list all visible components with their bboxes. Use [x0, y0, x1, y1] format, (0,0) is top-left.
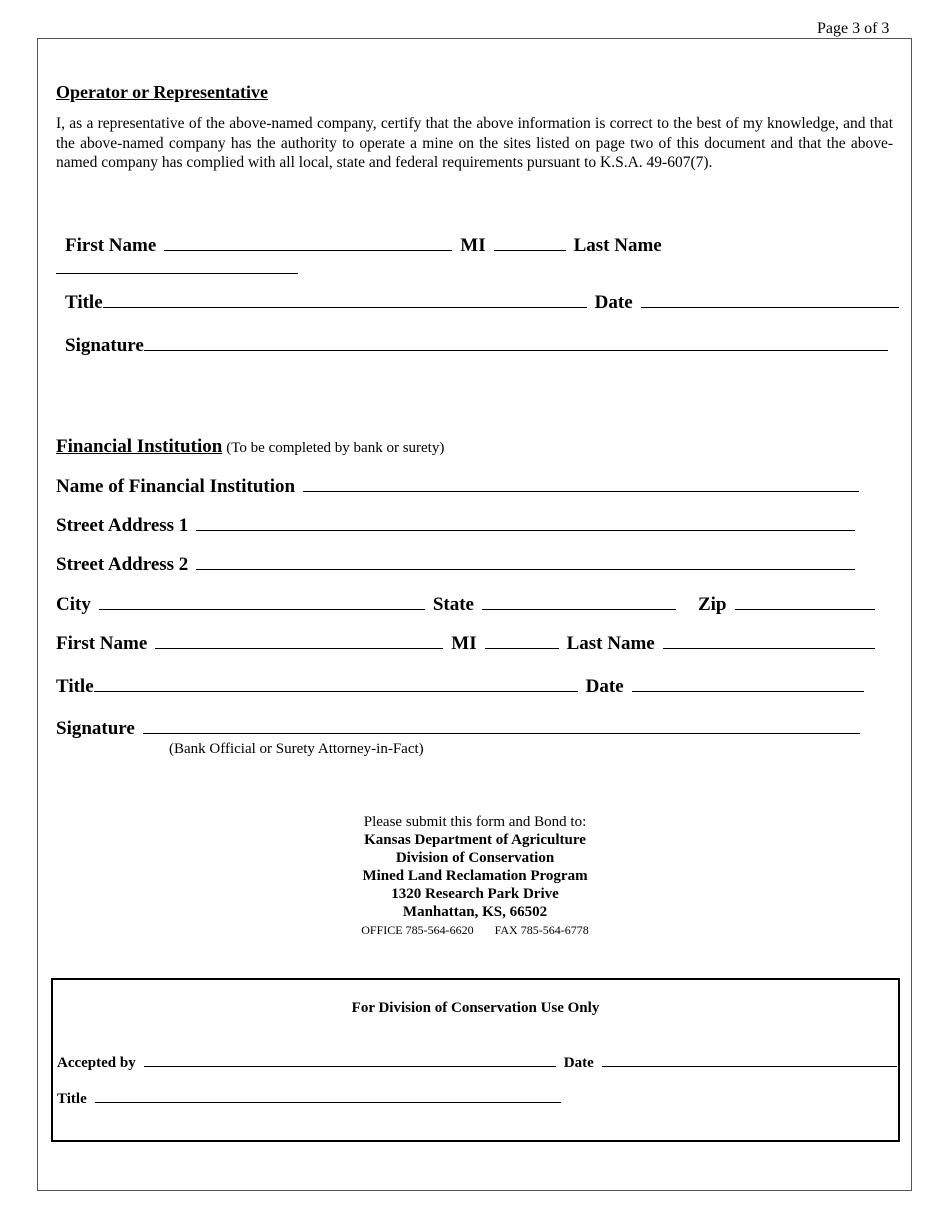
- fin-mi-label: MI: [451, 633, 477, 654]
- fin-institution-label: Name of Financial Institution: [56, 476, 296, 497]
- submit-division: Division of Conservation: [395, 850, 555, 866]
- operator-signature-row: [65, 335, 888, 357]
- office-use-box: [51, 978, 900, 1142]
- operator-title-row: [65, 292, 899, 314]
- operator-signature-field[interactable]: [144, 336, 888, 351]
- fin-institution-field[interactable]: [303, 477, 859, 492]
- fin-last-name-field[interactable]: [663, 634, 875, 649]
- financial-heading-row: [56, 436, 444, 458]
- accepted-by-field[interactable]: [144, 1054, 556, 1067]
- submit-office: OFFICE 785-564-6620: [361, 923, 474, 937]
- fin-signature-field[interactable]: [143, 719, 860, 734]
- operator-mi-field[interactable]: [494, 236, 566, 251]
- office-title-row: [57, 1090, 561, 1108]
- fin-date-field[interactable]: [632, 677, 864, 692]
- fin-street1-row: [56, 515, 855, 537]
- operator-title-label: Title: [65, 292, 103, 313]
- fin-name-person-row: [56, 633, 875, 655]
- office-date-label: Date: [563, 1055, 594, 1071]
- fin-zip-label: Zip: [697, 594, 727, 615]
- accepted-by-label: Accepted by: [57, 1055, 136, 1071]
- fin-last-name-label: Last Name: [566, 633, 655, 654]
- fin-city-field[interactable]: [99, 595, 425, 610]
- submit-city: Manhattan, KS, 66502: [402, 904, 548, 920]
- submit-fax: FAX 785-564-6778: [494, 923, 589, 937]
- fin-street2-row: [56, 554, 855, 576]
- fin-title-field[interactable]: [94, 677, 578, 692]
- certification-text: I, as a representative of the above-named company, certify that the above information is correct to the best of my knowledge, and that the above-named company has the authority to operate a mine on the sites listed on page two of this document and that the above-named company has complied with all local, state and federal requirements pursuant to K.S.A. 49-607(7).: [56, 115, 893, 172]
- operator-date-field[interactable]: [641, 293, 899, 308]
- fin-signature-caption: (Bank Official or Surety Attorney-in-Fact): [169, 741, 424, 757]
- fin-street1-label: Street Address 1: [56, 515, 189, 536]
- submit-phone-row: [300, 921, 650, 939]
- submit-intro: Please submit this form and Bond to:: [363, 814, 587, 830]
- fin-first-name-label: First Name: [56, 633, 148, 654]
- operator-date-label: Date: [594, 292, 633, 313]
- fin-state-field[interactable]: [482, 595, 676, 610]
- fin-title-label: Title: [56, 676, 94, 697]
- submit-program: Mined Land Reclamation Program: [362, 868, 588, 884]
- fin-street2-label: Street Address 2: [56, 554, 189, 575]
- fin-zip-field[interactable]: [735, 595, 875, 610]
- fin-state-label: State: [432, 594, 474, 615]
- operator-title-field[interactable]: [103, 293, 587, 308]
- fin-title-row: [56, 676, 864, 698]
- financial-note: (To be completed by bank or surety): [226, 440, 445, 456]
- office-title-field[interactable]: [95, 1090, 561, 1103]
- operator-last-name-field[interactable]: [56, 273, 298, 274]
- fin-first-name-field[interactable]: [155, 634, 443, 649]
- fin-signature-row: [56, 718, 860, 740]
- operator-last-name-label: Last Name: [573, 235, 662, 256]
- fin-signature-label: Signature: [56, 718, 135, 739]
- office-use-title: For Division of Conservation Use Only: [351, 1000, 600, 1016]
- fin-street2-field[interactable]: [196, 555, 855, 570]
- accepted-row: [57, 1054, 897, 1072]
- operator-first-name-field[interactable]: [164, 236, 452, 251]
- office-date-field[interactable]: [602, 1054, 897, 1067]
- fin-mi-field[interactable]: [485, 634, 559, 649]
- submit-street: 1320 Research Park Drive: [391, 886, 559, 902]
- operator-name-row: [65, 235, 662, 257]
- submit-address: [300, 813, 650, 939]
- submit-org: Kansas Department of Agriculture: [364, 832, 586, 848]
- fin-date-label: Date: [585, 676, 624, 697]
- fin-city-label: City: [56, 594, 91, 615]
- office-title-label: Title: [57, 1091, 87, 1107]
- financial-heading: Financial Institution: [56, 436, 223, 457]
- page-number: Page 3 of 3: [817, 20, 890, 37]
- fin-name-row: [56, 476, 859, 498]
- operator-heading: Operator or Representative: [56, 82, 268, 102]
- fin-city-row: [56, 594, 875, 616]
- operator-first-name-label: First Name: [65, 235, 157, 256]
- operator-mi-label: MI: [460, 235, 486, 256]
- fin-street1-field[interactable]: [196, 516, 855, 531]
- operator-signature-label: Signature: [65, 335, 144, 356]
